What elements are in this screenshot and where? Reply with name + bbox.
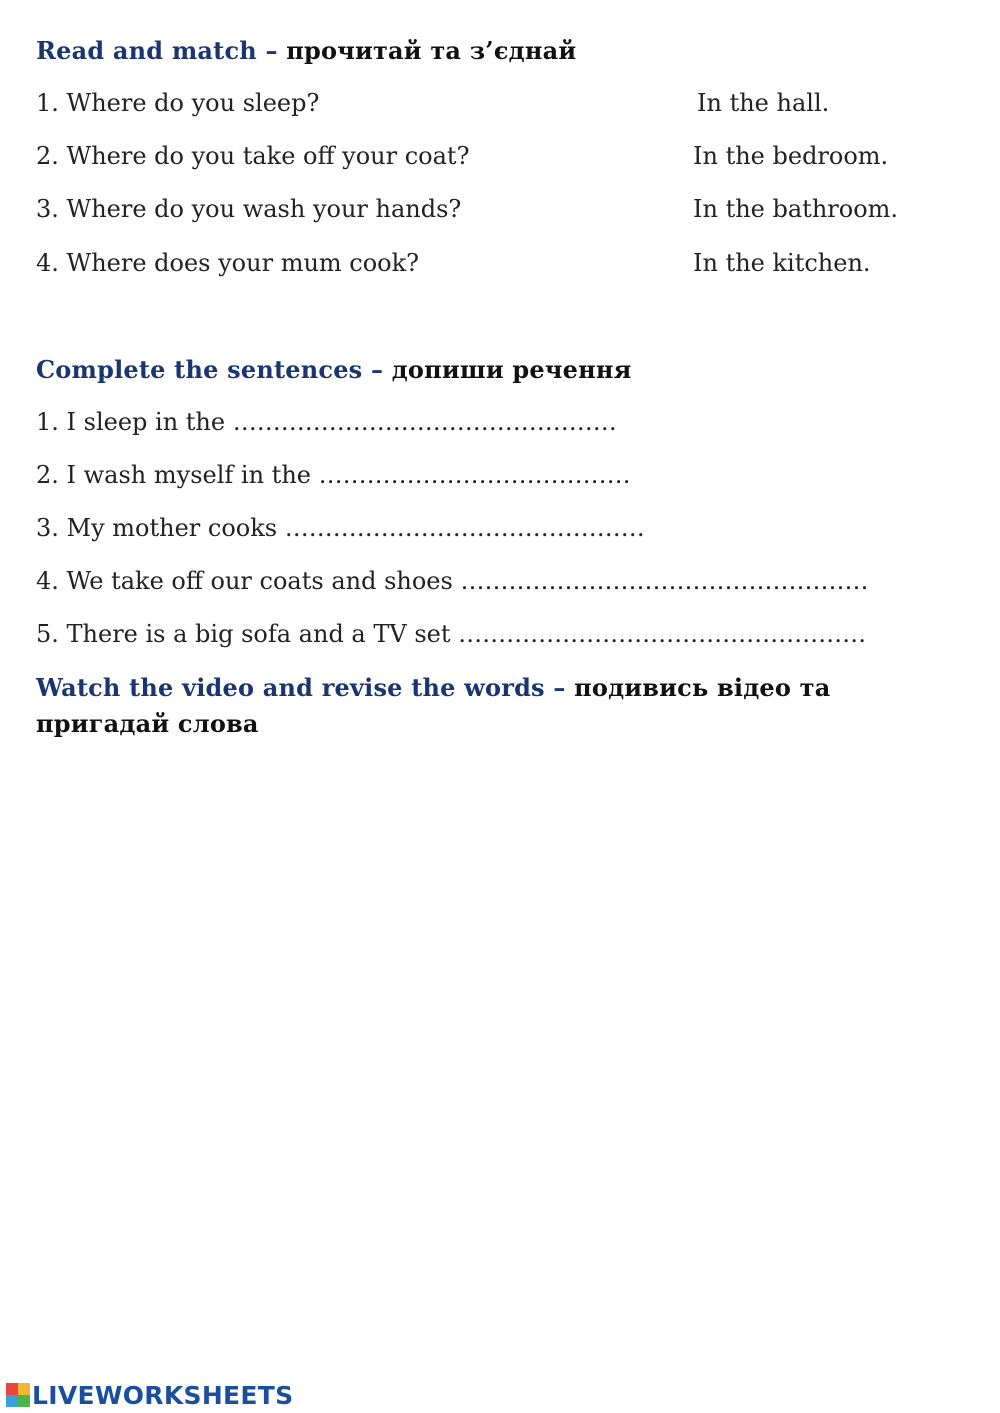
heading-dash: – bbox=[370, 355, 384, 384]
sentence-4[interactable]: 4. We take off our coats and shoes …………………………………………… bbox=[36, 567, 869, 595]
liveworksheets-logo-icon bbox=[6, 1383, 30, 1407]
sentence-5[interactable]: 5. There is a big sofa and a TV set …………………………………………… bbox=[36, 620, 867, 648]
match-answer-2[interactable]: In the bedroom. bbox=[693, 142, 889, 170]
match-question-3[interactable]: 3. Where do you wash your hands? bbox=[36, 195, 462, 223]
match-question-4[interactable]: 4. Where does your mum cook? bbox=[36, 249, 420, 277]
section-watch-heading bbox=[36, 673, 830, 702]
match-answer-3[interactable]: In the bathroom. bbox=[693, 195, 899, 223]
liveworksheets-logo bbox=[6, 1380, 293, 1410]
logo-text: LIVEWORKSHEETS bbox=[32, 1380, 294, 1410]
match-answer-1[interactable]: In the hall. bbox=[697, 89, 830, 117]
heading-en: Read and match bbox=[36, 36, 257, 65]
heading-dash: – bbox=[265, 36, 278, 65]
match-question-2[interactable]: 2. Where do you take off your coat? bbox=[36, 142, 470, 170]
section-complete-heading bbox=[36, 355, 632, 384]
heading-dash: – bbox=[553, 673, 566, 702]
heading-ua: прочитай та з’єднай bbox=[286, 36, 577, 65]
sentence-2[interactable]: 2. I wash myself in the ………………………………… bbox=[36, 461, 631, 489]
match-answer-4[interactable]: In the kitchen. bbox=[693, 249, 871, 277]
heading-en: Watch the video and revise the words bbox=[36, 673, 545, 702]
heading-en: Complete the sentences bbox=[36, 355, 363, 384]
section-watch-heading-line2 bbox=[36, 709, 259, 738]
section-read-match-heading bbox=[36, 36, 576, 65]
heading-ua: допиши речення bbox=[391, 355, 632, 384]
sentence-3[interactable]: 3. My mother cooks ……………………………………… bbox=[36, 514, 645, 542]
match-question-1[interactable]: 1. Where do you sleep? bbox=[36, 89, 320, 117]
heading-ua: подивись відео та bbox=[574, 673, 831, 702]
heading-ua-line2: пригадай слова bbox=[36, 709, 259, 738]
sentence-1[interactable]: 1. I sleep in the ………………………………………… bbox=[36, 408, 617, 436]
